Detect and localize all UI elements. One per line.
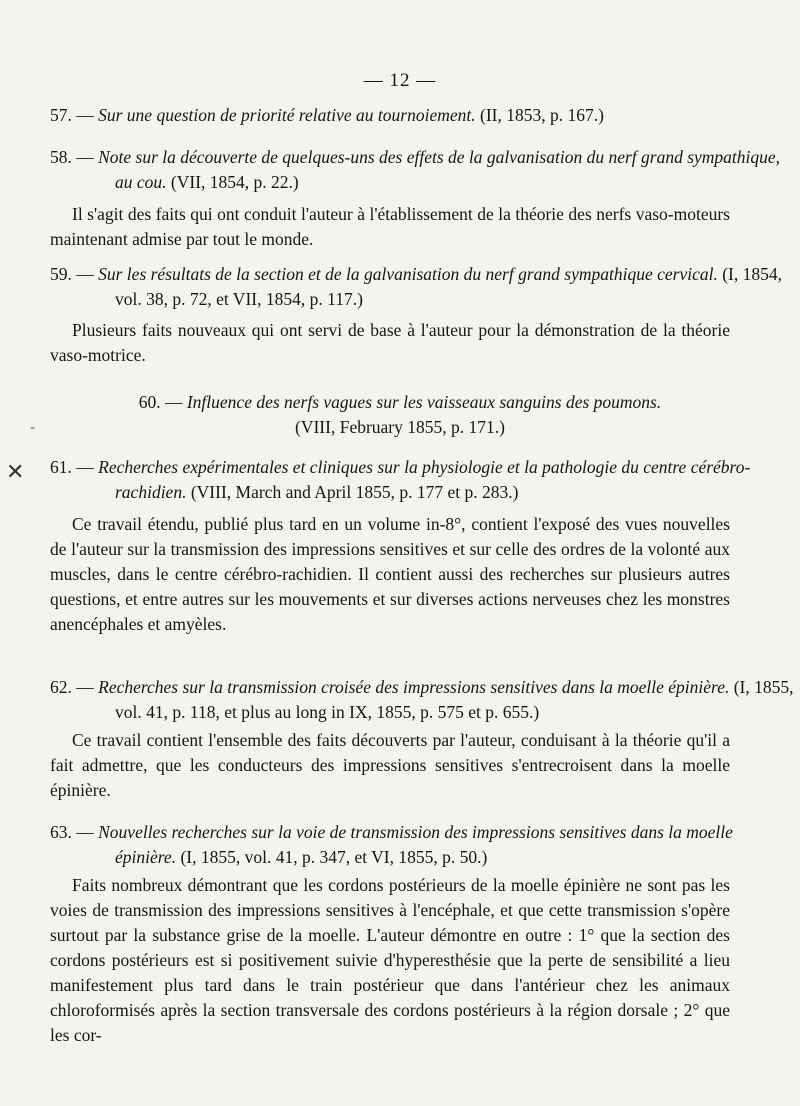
entry-title: Recherches sur la transmission croisée des impressions sensitives dans la moelle épinière. (98, 677, 730, 697)
entry-61-description: Ce travail étendu, publié plus tard en un volume in-8°, contient l'exposé des vues nouvelles de l'auteur sur la transmission des impressions sensitives et sur celle des ordres de la volonté aux muscles, dans le centre cérébro-rachidien. Il contient aussi des recherches sur plusieurs autres questions, et entre autres sur les mouvements et sur diverses actions nerveuses chez les monstres anencéphales et amyèles. (50, 514, 730, 634)
entry-reference: (VIII, March and April 1855, p. 177 et p. 283.) (186, 482, 519, 502)
entry-57: 57. — Sur une question de priorité relative au tournoiement. (II, 1853, p. 167.) (50, 105, 604, 125)
entry-number: 63. (50, 822, 72, 842)
margin-cross-mark: ✕ (6, 460, 25, 485)
entry-reference: (I, 1855, vol. 41, p. 347, et VI, 1855, p. 50.) (176, 847, 488, 867)
entry-title: Sur une question de priorité relative au tournoiement. (98, 105, 476, 125)
entry-reference: (I, 1855, vol. 41, p. 118, et plus au long in IX, 1855, p. 575 et p. 655.) (115, 677, 794, 722)
entry-63: 63. — Nouvelles recherches sur la voie de transmission des impressions sensitives dans la moelle épinière. (I, 1855, vol. 41, p. 347, et VI, 1855, p. 50.) (50, 822, 733, 867)
entry-reference: (II, 1853, p. 167.) (475, 105, 604, 125)
entry-number: 60. (138, 392, 161, 412)
margin-tick: - (30, 420, 36, 436)
entry-59: 59. — Sur les résultats de la section et de la galvanisation du nerf grand sympathique cervical. (I, 1854, vol. 38, p. 72, et VII, 1854, p. 117.) (50, 264, 782, 309)
entry-title: Sur les résultats de la section et de la galvanisation du nerf grand sympathique cervical. (98, 264, 718, 284)
entry-reference: (VII, 1854, p. 22.) (166, 172, 299, 192)
entry-61: 61. — Recherches expérimentales et cliniques sur la physiologie et la pathologie du centre cérébro-rachidien. (VIII, March and April 1855, p. 177 et p. 283.) (50, 457, 751, 502)
entry-number: 62. (50, 677, 72, 697)
entry-59-description: Plusieurs faits nouveaux qui ont servi de base à l'auteur pour la démonstration de la théorie vaso-motrice. (50, 320, 730, 365)
entry-reference: (VIII, February 1855, p. 171.) (295, 417, 505, 437)
entry-58: 58. — Note sur la découverte de quelques-uns des effets de la galvanisation du nerf grand sympathique, au cou. (VII, 1854, p. 22.) (50, 147, 781, 192)
entry-title: Recherches expérimentales et cliniques sur la physiologie et la pathologie du centre cérébro-rachidien. (98, 457, 751, 502)
entry-number: 59. (50, 264, 72, 284)
entry-reference: (I, 1854, vol. 38, p. 72, et VII, 1854, p. 117.) (115, 264, 782, 309)
entry-62-description: Ce travail contient l'ensemble des faits découverts par l'auteur, conduisant à la théorie qu'il a fait admettre, que les conducteurs des impressions sensitives s'entrecroisent dans la moelle épinière. (50, 730, 730, 800)
entry-title: Nouvelles recherches sur la voie de transmission des impressions sensitives dans la moelle épinière. (98, 822, 733, 867)
entry-60: 60. — Influence des nerfs vagues sur les vaisseaux sanguins des poumons. (VIII, February 1855, p. 171.) (138, 392, 662, 437)
entry-62: 62. — Recherches sur la transmission croisée des impressions sensitives dans la moelle épinière. (I, 1855, vol. 41, p. 118, et plus au long in IX, 1855, p. 575 et p. 655.) (50, 677, 794, 722)
entry-number: 57. (50, 105, 72, 125)
entry-58-description: Il s'agit des faits qui ont conduit l'auteur à l'établissement de la théorie des nerfs vaso-moteurs maintenant admise par tout le monde. (50, 204, 730, 249)
entry-title: Influence des nerfs vagues sur les vaisseaux sanguins des poumons. (186, 392, 662, 412)
entry-63-description: Faits nombreux démontrant que les cordons postérieurs de la moelle épinière ne sont pas les voies de transmission des impressions sensitives à l'encéphale, et que cette transmission s'opère surtout par la substance grise de la moelle. L'auteur démontre en outre : 1° que la section des cordons postérieurs est si positivement suivie d'hyperesthésie que la perte de sensibilité a lieu manifestement plus tard dans le train postérieur que dans l'antérieur chez les animaux chloroformisés après la section transversale des cordons postérieurs à la région dorsale ; 2° que les cor- (50, 875, 730, 1045)
page-number: — 12 — (363, 70, 437, 91)
entry-number: 58. (50, 147, 72, 167)
entry-title: Note sur la découverte de quelques-uns des effets de la galvanisation du nerf grand sympathique, au cou. (98, 147, 781, 192)
entry-number: 61. (50, 457, 72, 477)
